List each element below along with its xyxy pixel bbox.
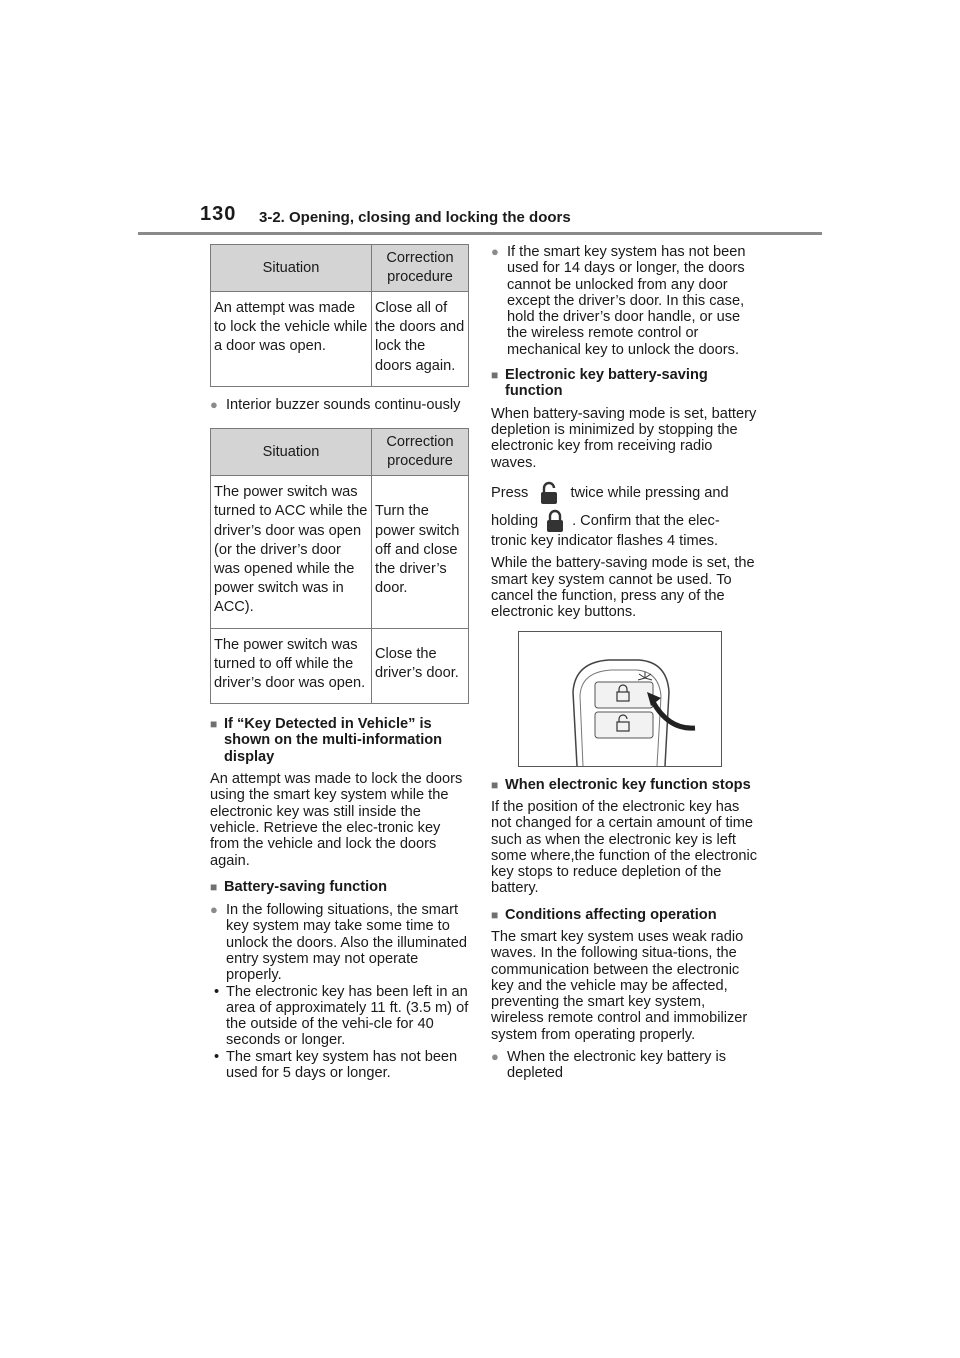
electronic-saving-body3: While the battery-saving mode is set, the smart key system cannot be used. To cancel the function, press any of the electronic key buttons. — [491, 555, 755, 621]
stops-heading: ■ When electronic key function stops — [491, 777, 761, 793]
table-row — [211, 476, 469, 628]
situation-table-1 — [210, 244, 469, 387]
battery-saving-bullet: ● In the following situations, the smart key system may take some time to unlock the doors. Also the illuminated entry system may not operate properly. — [210, 902, 470, 983]
key-fob-drawing — [519, 632, 721, 766]
battery-saving-sub2: • The smart key system has not been used for 5 days or longer. — [210, 1049, 470, 1082]
hold-text-2: . Confirm that the elec- — [572, 513, 720, 529]
table-cell: The power switch was turned to off while the driver’s door was open. — [211, 628, 372, 704]
hold-text: holding — [491, 513, 539, 529]
battery-saving-sub1: • The electronic key has been left in an area of approximately 11 ft. (3.5 m) of the outside of the vehi-cle for 40 seconds or longer. — [210, 984, 470, 1049]
electronic-saving-heading: ■ Electronic key battery-saving function — [491, 367, 761, 400]
conditions-bullet: ● When the electronic key battery is depleted — [491, 1049, 761, 1082]
electronic-saving-body1: When battery-saving mode is set, battery depletion is minimized by stopping the electronic key from receiving radio waves. — [491, 405, 757, 471]
table-cell: The power switch was turned to ACC while the driver’s door was open (or the driver’s door was opened while the power switch was in ACC). — [211, 476, 372, 628]
press-text: Press — [491, 484, 529, 501]
table2-header-correction: Correction procedure — [372, 429, 469, 476]
hold-instruction — [491, 509, 761, 533]
page-number: 130 — [200, 203, 237, 225]
table-cell: Turn the power switch off and close the driver’s door. — [372, 476, 469, 628]
conditions-body: The smart key system uses weak radio waves. In the following situa-tions, the communication between the electronic key and the vehicle may be affected, preventing the smart key system, wireless remote control and immobilizer system from operating properly. — [491, 929, 748, 1043]
right-column — [491, 244, 761, 1082]
key-detected-heading: ■ If “Key Detected in Vehicle” is shown on the multi-information display — [210, 716, 470, 765]
header-divider — [138, 232, 822, 235]
press-instruction — [491, 481, 761, 505]
table-row — [211, 292, 469, 387]
table2-header-situation: Situation — [211, 429, 372, 476]
stops-body: If the position of the electronic key has not changed for a certain amount of time such as when the electronic key is left some where,the function of the electronic key stops to reduce depletion of the battery. — [491, 798, 758, 897]
key-fob-illustration — [518, 631, 722, 767]
lock-icon — [544, 509, 566, 533]
bullet-buzzer: ● Interior buzzer sounds continu-ously — [210, 397, 470, 413]
table1-header-situation: Situation — [211, 245, 372, 292]
hold-text-3: tronic key indicator flashes 4 times. — [491, 533, 719, 550]
battery-saving-heading: ■ Battery-saving function — [210, 879, 470, 895]
unlock-icon — [538, 481, 560, 505]
table-cell: An attempt was made to lock the vehicle while a door was open. — [211, 292, 372, 387]
conditions-heading: ■ Conditions affecting operation — [491, 907, 761, 923]
key-detected-body: An attempt was made to lock the doors using the smart key system while the electronic key was still inside the vehicle. Retrieve the elec-tronic key from the vehicle and lock the doors again. — [210, 771, 463, 869]
left-column — [210, 244, 470, 1081]
battery-saving-bullet2: ● If the smart key system has not been used for 14 days or longer, the doors cannot be unlocked from any door except the driver’s door. In this case, hold the driver’s door handle, or use the wireless remote control or mechanical key to unlock the doors. — [491, 244, 761, 358]
table-row — [211, 628, 469, 704]
section-title: 3-2. Opening, closing and locking the doors — [259, 209, 571, 226]
press-text-2: twice while pressing and — [570, 484, 729, 501]
table-cell: Close the driver’s door. — [372, 628, 469, 704]
table-cell: Close all of the doors and lock the doors again. — [372, 292, 469, 387]
situation-table-2 — [210, 428, 469, 704]
table1-header-correction: Correction procedure — [372, 245, 469, 292]
